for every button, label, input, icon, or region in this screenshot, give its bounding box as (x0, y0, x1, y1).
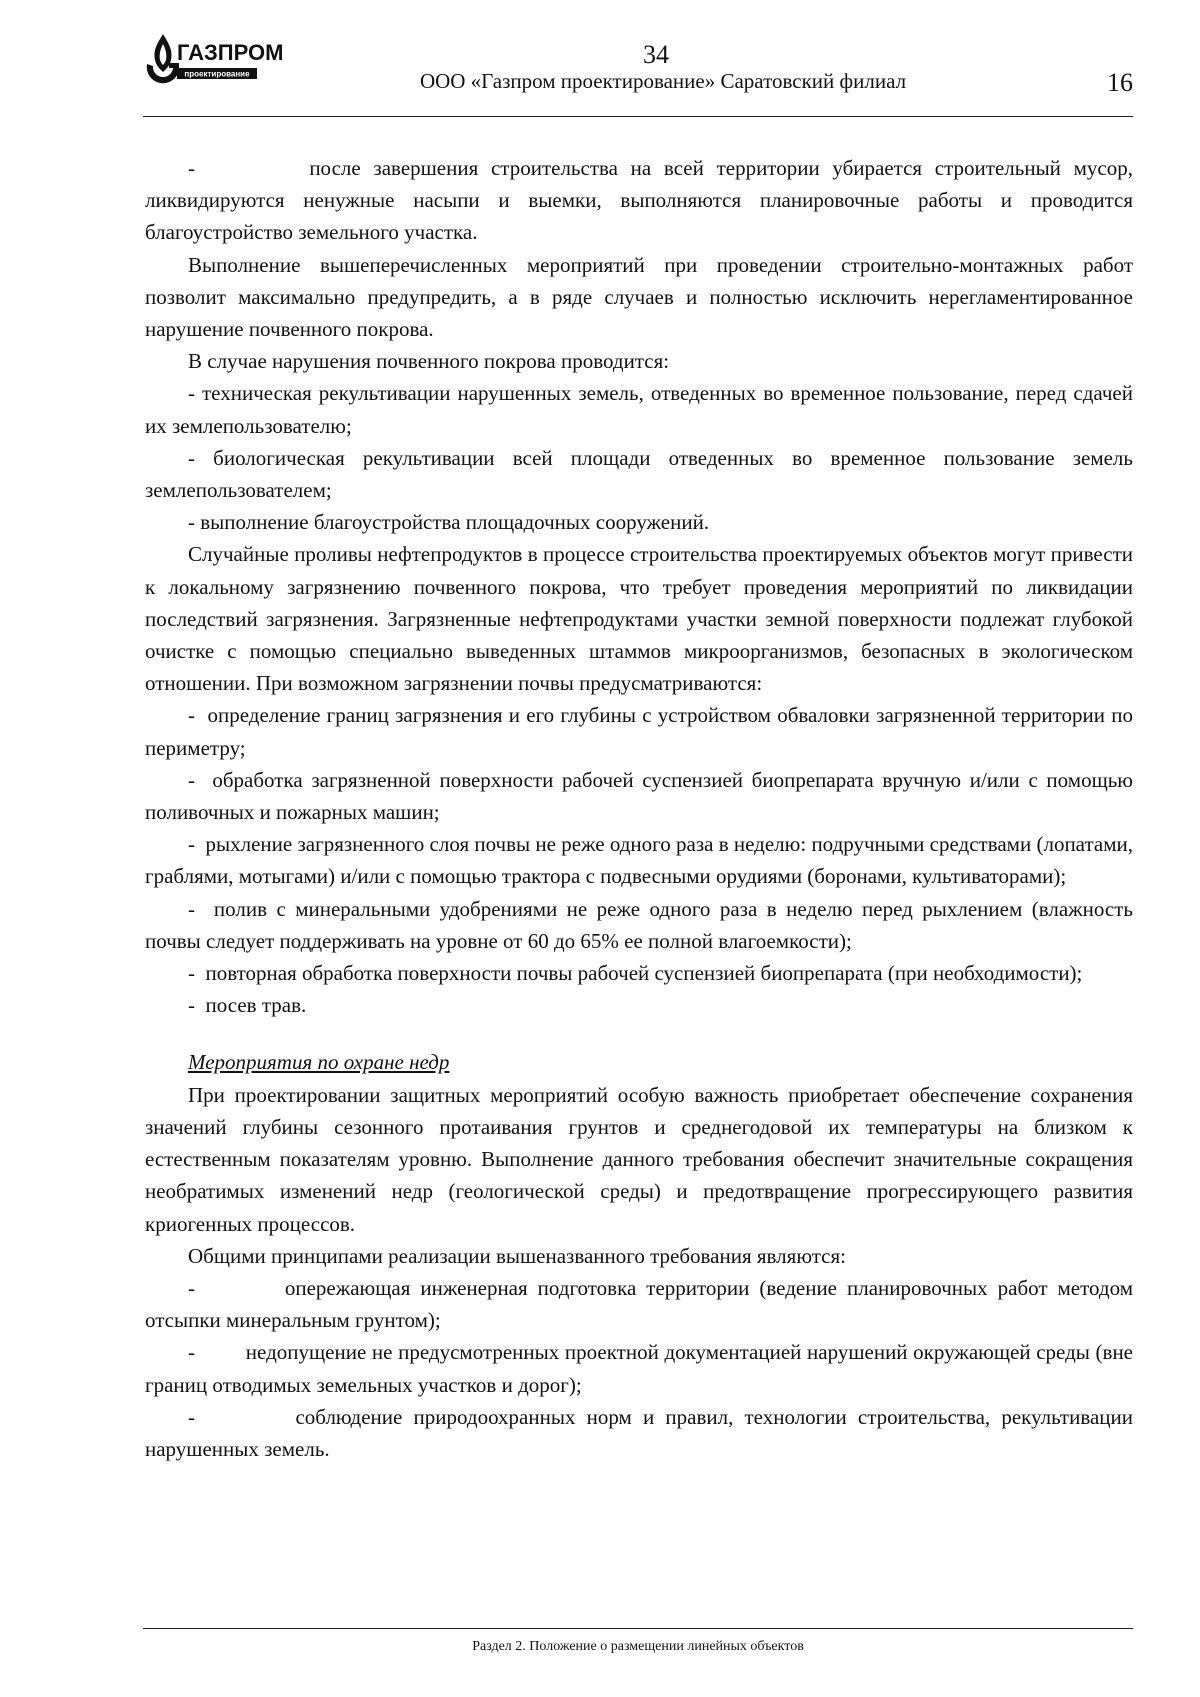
document-body (145, 152, 1133, 1465)
list-item: - посев трав. (188, 993, 307, 1018)
footer-divider (143, 1628, 1133, 1629)
list-item: - недопущение не предусмотренных проектной документацией нарушений окружающей среды (вне границ отводимых земельных участков и дорог); (145, 1340, 1133, 1397)
paragraph: В случае нарушения почвенного покрова проводится: (188, 349, 670, 374)
paragraph: Выполнение вышеперечисленных мероприятий при проведении строительно-монтажных работ позволит максимально предупредить, а в ряде случаев и полностью исключить нерегламентированное нарушение почвенного покрова. (145, 252, 1133, 342)
paragraph: Общими принципами реализации вышеназванного требования являются: (188, 1243, 846, 1268)
paragraph: Случайные проливы нефтепродуктов в процессе строительства проектируемых объектов могут привести к локальному загрязнению почвенного покрова, что требует проведения мероприятий по ликвидации последствий загрязнения. Загрязненные нефтепродуктами участки земной поверхности подлежат глубокой очистке с помощью специально выведенных штаммов микроорганизмов, безопасных в экологическом отношении. При возможном загрязнении почвы предусматриваются: (145, 542, 1133, 696)
list-item: - опережающая инженерная подготовка территории (ведение планировочных работ методом отсыпки минеральным грунтом); (145, 1275, 1133, 1333)
paragraph: При проектировании защитных мероприятий особую важность приобретает обеспечение сохранения значений глубины сезонного протаивания грунтов и среднегодовой их температуры на близком к естественным показателям уровню. Выполнение данного требования обеспечит значительные сокращения необратимых изменений недр (геологической среды) и предотвращение прогрессирующего развития криогенных процессов. (145, 1082, 1133, 1236)
list-item: - определение границ загрязнения и его глубины с устройством обваловки загрязненной территории по периметру; (145, 703, 1133, 760)
paragraph: - техническая рекультивации нарушенных земель, отведенных во временное пользование, перед сдачей их землепользователю; (145, 381, 1133, 438)
list-item: - рыхление загрязненного слоя почвы не реже одного раза в неделю: подручными средствами (лопатами, граблями, мотыгами) и/или с помощью трактора с подвесными орудиями (боронами, культиваторами); (145, 832, 1133, 889)
footer-text: Раздел 2. Положение о размещении линейных объектов (472, 1639, 804, 1654)
page-number-center: 34 (643, 40, 669, 69)
list-item: - полив с минеральными удобрениями не реже одного раза в неделю перед рыхлением (влажность почвы следует поддерживать на уровне от 60 до 65% ее полной влагоемкости); (145, 896, 1133, 953)
section-heading: Мероприятия по охране недр (188, 1050, 450, 1075)
organization-name: ООО «Газпром проектирование» Саратовский филиал (419, 69, 907, 93)
paragraph: - биологическая рекультивации всей площади отведенных во временное пользование земель землепользователем; (145, 445, 1133, 503)
page-header (143, 28, 1133, 118)
page-number-right: 16 (1107, 68, 1133, 97)
list-item: - соблюдение природоохранных норм и правил, технологии строительства, рекультивации нарушенных земель. (145, 1404, 1133, 1461)
svg-text:ГАЗПРОМ: ГАЗПРОМ (177, 40, 284, 65)
paragraph: - выполнение благоустройства площадочных сооружений. (188, 510, 710, 535)
list-item: - обработка загрязненной поверхности рабочей суспензией биопрепарата вручную и/или с помощью поливочных и пожарных машин; (145, 767, 1133, 825)
paragraph: - после завершения строительства на всей территории убирается строительный мусор, ликвидируются ненужные насыпи и выемки, выполняются планировочные работы и проводится благоустройство земельного участка. (145, 156, 1133, 245)
svg-text:проектирование: проектирование (184, 69, 250, 79)
list-item: - повторная обработка поверхности почвы рабочей суспензией биопрепарата (при необходимости); (188, 961, 1083, 986)
header-divider (143, 116, 1133, 117)
